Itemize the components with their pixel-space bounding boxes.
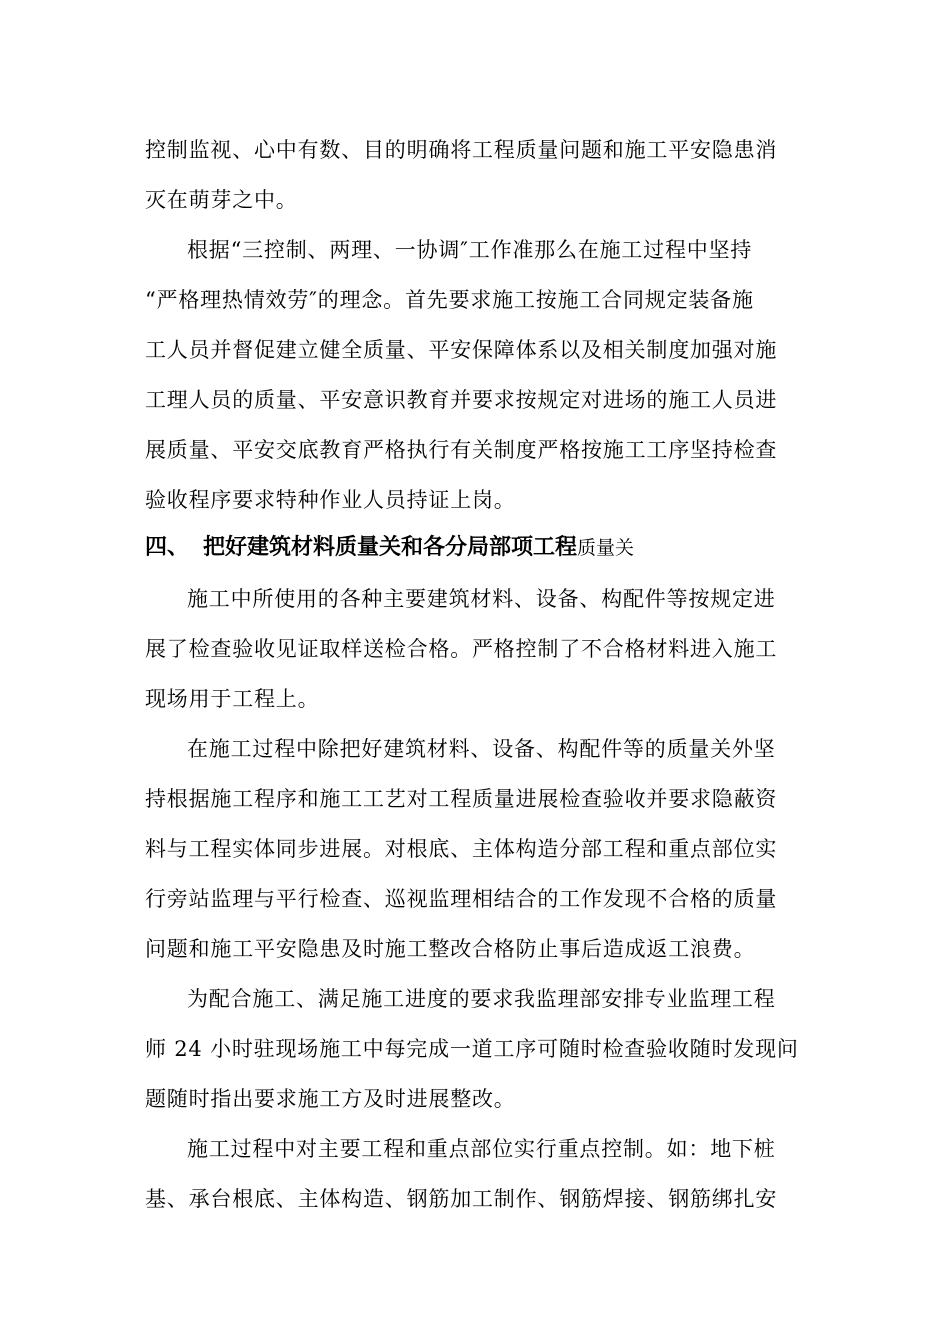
section-number: 四、 — [145, 535, 190, 560]
body-line: 基、承台根底、主体构造、钢筋加工制作、钢筋焊接、钢筋绑扎安 — [145, 1187, 778, 1211]
body-line: 师 24 小时驻现场施工中每完成一道工序可随时检查验收随时发现问 — [145, 1037, 799, 1061]
body-line: 灭在萌芽之中。 — [145, 188, 298, 212]
paragraph-first-line: 在施工过程中除把好建筑材料、设备、构配件等的质量关外坚 — [187, 737, 776, 761]
body-line: 控制监视、心中有数、目的明确将工程质量问题和施工平安隐患消 — [145, 138, 778, 162]
body-line: 问题和施工平安隐患及时施工整改合格防止事后造成返工浪费。 — [145, 937, 756, 961]
body-line: 行旁站监理与平行检查、巡视监理相结合的工作发现不合格的质量 — [145, 887, 778, 911]
paragraph-first-line: 根据“三控制、两理、一协调″工作准那么在施工过程中坚持 — [187, 238, 753, 262]
section-title-bold: 把好建筑材料质量关和各分局部项工程 — [203, 535, 578, 560]
body-line: 工人员并督促建立健全质量、平安保障体系以及相关制度加强对施 — [145, 338, 778, 362]
body-line: “严格理热情效劳″的理念。首先要求施工按施工合同规定装备施 — [145, 288, 754, 312]
paragraph-first-line: 施工中所使用的各种主要建筑材料、设备、构配件等按规定进 — [187, 587, 776, 611]
body-line: 持根据施工程序和施工工艺对工程质量进展检查验收并要求隐蔽资 — [145, 787, 778, 811]
body-line: 展了检查验收见证取样送检合格。严格控制了不合格材料进入施工 — [145, 637, 778, 661]
body-line: 展质量、平安交底教育严格执行有关制度严格按施工工序坚持检查 — [145, 438, 778, 462]
body-line: 验收程序要求特种作业人员持证上岗。 — [145, 488, 516, 512]
body-line: 工理人员的质量、平安意识教育并要求按规定对进场的施工人员进 — [145, 388, 778, 412]
section-heading — [145, 531, 634, 566]
body-line: 题随时指出要求施工方及时进展整改。 — [145, 1087, 516, 1111]
body-line: 现场用于工程上。 — [145, 687, 320, 711]
body-line: 料与工程实体同步进展。对根底、主体构造分部工程和重点部位实 — [145, 837, 778, 861]
paragraph-first-line: 为配合施工、满足施工进度的要求我监理部安排专业监理工程 — [187, 987, 776, 1011]
paragraph-first-line: 施工过程中对主要工程和重点部位实行重点控制。如：地下桩 — [187, 1137, 776, 1161]
section-title-tail: 质量关 — [577, 537, 635, 559]
